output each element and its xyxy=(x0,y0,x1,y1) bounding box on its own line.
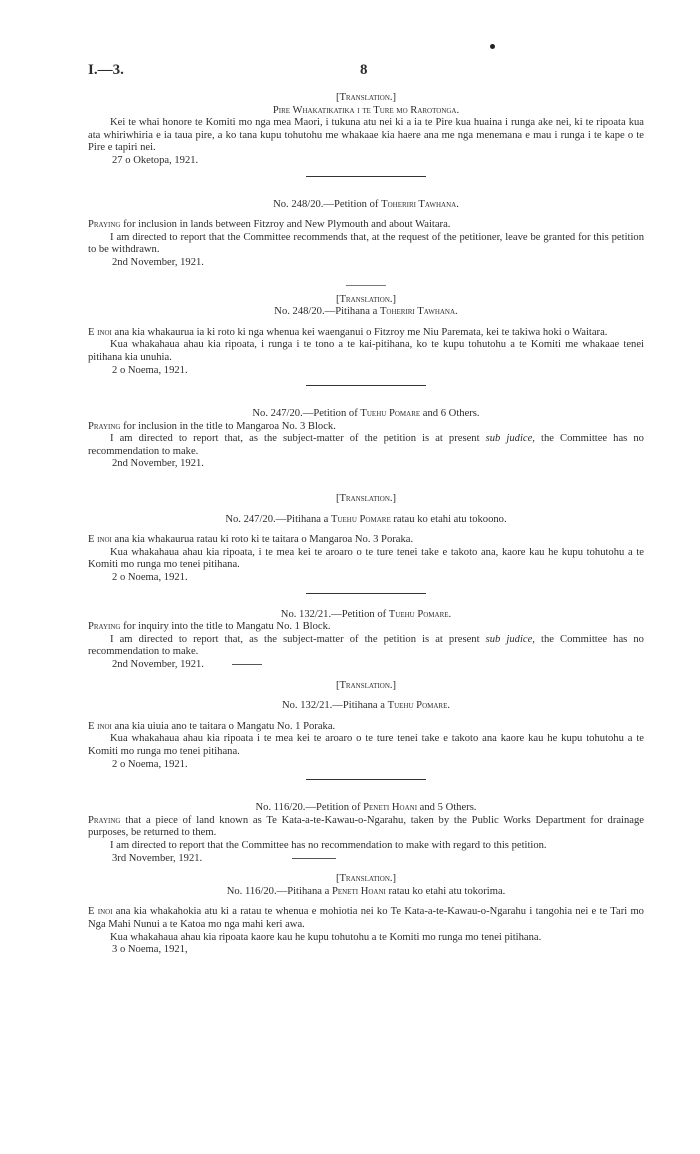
translation-label: [Translation.] xyxy=(335,92,397,103)
petitioner-name: Toheriri Tawhana. xyxy=(381,198,459,210)
petition-heading: No. 116/20.—Pitihana a Peneti Hoani ratau ko etahi atu tokorima. xyxy=(226,885,506,897)
petition-heading: No. 132/21.—Pitihana a Tuehu Pomare. xyxy=(281,700,451,712)
report-paragraph: I am directed to report that the Committee recommends that, at the request of the petitioner, leave be granted for this petition to be withdrawn. xyxy=(88,231,644,256)
praying-paragraph: Praying for inquiry into the title to Mangatu No. 1 Block. xyxy=(88,621,331,633)
report-date: 2nd November, 1921. xyxy=(112,256,204,268)
report-date: 2 o Noema, 1921. xyxy=(112,364,188,376)
petition-heading: No. 247/20.—Petition of Tuehu Pomare and 6 Others. xyxy=(252,408,480,420)
ink-dot xyxy=(490,44,495,49)
report-date: 2 o Noema, 1921. xyxy=(112,572,188,584)
report-paragraph: Kua whakahaua ahau kia ripoata, i runga i te tono a te kai-pitihana, ko te kupu tohutohu a te Komiti me whakaae tenei pitihana kia unuhia. xyxy=(88,339,644,363)
report-date: 3 o Noema, 1921, xyxy=(112,944,188,956)
document-body xyxy=(88,92,644,957)
petition-heading: No. 132/21.—Petition of Tuehu Pomare. xyxy=(280,608,452,620)
bill-date: 27 o Oketopa, 1921. xyxy=(112,154,199,166)
inoi-paragraph: E inoi ana kia whakahokia atu ki a ratau te whenua e mohiotia nei ko Te Kata-a-te-Kawau-o-Ngarahu i tangohia nei e te Tari mo Nga Mahi Nunui a te Katoa mo nga mahi keri awa. xyxy=(88,906,644,930)
praying-paragraph: Praying for inclusion in the title to Mangaroa No. 3 Block. xyxy=(88,420,336,432)
inoi-paragraph: E inoi ana kia uiuia ano te taitara o Mangatu No. 1 Poraka. xyxy=(88,720,336,732)
inoi-paragraph: E inoi ana kia whakaurua ratau ki roto ki te taitara o Mangaroa No. 3 Poraka. xyxy=(88,534,414,546)
inoi-paragraph: E inoi ana kia whakaurua ia ki roto ki nga whenua kei waenganui o Fitzroy me Niu Paremata, kei te takiwa hoki o Waitara. xyxy=(88,326,608,338)
praying-paragraph: Praying for inclusion in lands between Fitzroy and New Plymouth and about Waitara. xyxy=(88,219,451,231)
report-date: 2nd November, 1921. xyxy=(112,458,204,470)
bill-title: Pire Whakatikatika i te Ture mo Rarotonga. xyxy=(272,104,460,116)
page-header xyxy=(88,62,648,84)
page-number: 8 xyxy=(360,62,368,78)
report-paragraph: I am directed to report that, as the subject-matter of the petition is at present sub judice, the Committee has no recommendation to make. xyxy=(88,433,644,457)
report-paragraph: I am directed to report that the Committee has no recommendation to make with regard to this petition. xyxy=(110,839,547,851)
paper-reference: I.—3. xyxy=(88,62,124,78)
petition-heading: No. 116/20.—Petition of Peneti Hoani and 5 Others. xyxy=(255,802,477,814)
short-divider xyxy=(292,858,336,859)
praying-paragraph: Praying that a piece of land known as Te Kata-a-te-Kawau-o-Ngarahu, taken by the Public Works Department for drainage purposes, be returned to them. xyxy=(88,814,644,839)
translation-label: [Translation.] xyxy=(335,679,397,691)
report-date: 3rd November, 1921. xyxy=(88,853,644,866)
report-paragraph: Kua whakahaua ahau kia ripoata, i te mea kei te aroaro o te ture tenei take e takoto ana, kaore kau he kupu tohutohu a te Komiti mo runga mo tenei pitihana. xyxy=(88,546,644,571)
petition-heading: No. 248/20.—Pitihana a Toheriri Tawhana. xyxy=(274,306,458,318)
bill-report: Kei te whai honore te Komiti mo nga mea Maori, i tukuna atu nei ki a ia te Pire kua huaina i runga ake nei, ki te ripoata kua ata whiriwhiria e ia taua pire, a ko tana kupu tohutohu me whakaae kia haere ana me nga menemana e mau i runga i te kape o te Pire e tapiri nei. xyxy=(88,117,644,154)
report-date: 2 o Noema, 1921. xyxy=(112,758,188,770)
translation-label: [Translation.] xyxy=(335,873,397,885)
report-paragraph: I am directed to report that, as the subject-matter of the petition is at present sub judice, the Committee has no recommendation to make. xyxy=(88,633,644,658)
petition-heading xyxy=(88,199,644,212)
report-date: 2nd November, 1921. xyxy=(88,659,644,672)
report-paragraph: Kua whakahaua ahau kia ripoata kaore kau he kupu tohutohu a te Komiti mo runga mo tenei pitihana. xyxy=(110,931,542,943)
petition-heading: No. 247/20.—Pitihana a Tuehu Pomare ratau ko etahi atu tokoono. xyxy=(225,513,507,525)
translation-label: [Translation.] xyxy=(335,293,397,305)
translation-label: [Translation.] xyxy=(335,493,397,505)
short-divider xyxy=(232,664,262,665)
petition-number: No. 248/20.—Petition of xyxy=(273,198,382,210)
report-paragraph: Kua whakahaua ahau kia ripoata i te mea kei te aroaro o te ture tenei take e takoto ana kaore kau he kupu tohutohu a te Komiti mo runga mo tenei pitihana. xyxy=(88,733,644,757)
